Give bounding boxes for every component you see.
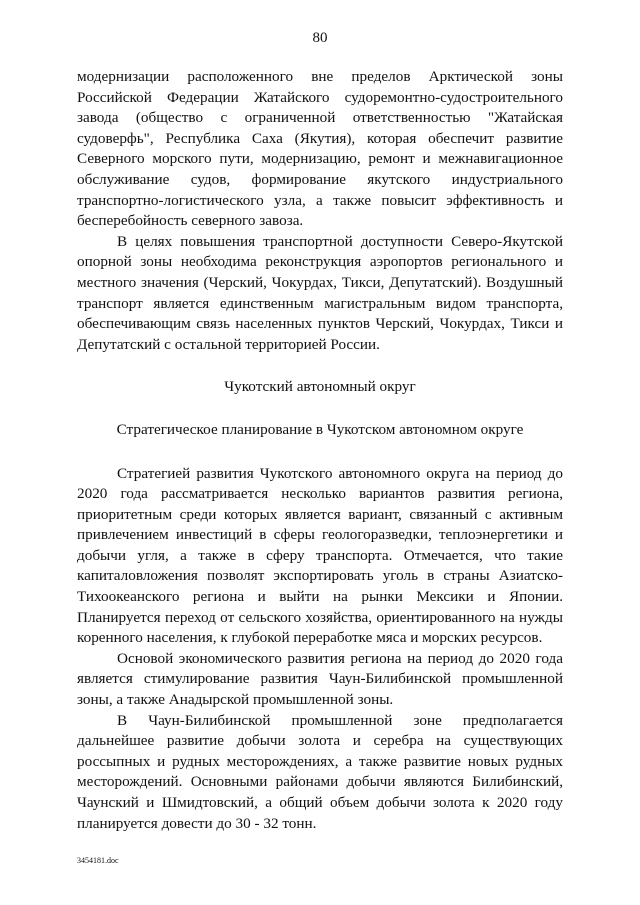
paragraph-economic-basis: Основой экономического развития региона на период до 2020 года является стимулирование развития Чаун-Билибинской промышленной зоны, а также Анадырской промышленной зоны.	[77, 649, 563, 709]
region-heading: Чукотский автономный округ	[224, 378, 416, 396]
page-number: 80	[312, 30, 328, 46]
paragraph-continued: модернизации расположенного вне пределов Арктической зоны Российской Федерации Жатайского судоремонтно-судостроительного завода (общество с ограниченной ответственностью "Жатайская судоверфь", Республика Саха (Якутия), которая обеспечит развитие Северного морского пути, модернизацию, ремонт и межнавигационное обслуживание судов, формирование якутского индустриального транспортно-логистического узла, а также повысит эффективность и бесперебойность северного завоза.	[77, 68, 563, 230]
paragraph-air-transport: В целях повышения транспортной доступности Северо-Якутской опорной зоны необходима реконструкция аэропортов регионального и местного значения (Черский, Чокурдах, Тикси, Депутатский). Воздушный транспорт является единственным магистральным видом транспорта, обеспечивающим связь населенных пунктов Черский, Чокурдах, Тикси и Депутатский с остальной территорией России.	[77, 232, 563, 353]
document-file-code: 3454181.doc	[77, 856, 119, 865]
section-heading: Стратегическое планирование в Чукотском автономном округе	[116, 420, 524, 438]
document-body	[77, 67, 563, 834]
paragraph-gold-mining: В Чаун-Билибинской промышленной зоне предполагается дальнейшее развитие добычи золота и серебра на существующих россыпных и рудных месторождениях, а также развитие новых рудных месторождений. Основными районами добычи являются Билибинский, Чаунский и Шмидтовский, а общий объем добычи золота к 2020 году планируется довести до 30 - 32 тонн.	[77, 711, 563, 832]
paragraph-strategy: Стратегией развития Чукотского автономного округа на период до 2020 года рассматривается несколько вариантов развития региона, приоритетным среди которых является вариант, связанный с активным привлечением инвестиций в сферы геологоразведки, теплоэнергетики и добычи угля, а также в сферу транспорта. Отмечается, что такие капиталовложения позволят экспортировать уголь в страны Азиатско-Тихоокеанского региона и выйти на рынки Мексики и Японии. Планируется переход от сельского хозяйства, ориентированного на нужды коренного населения, к глубокой переработке мяса и морских ресурсов.	[77, 464, 563, 647]
